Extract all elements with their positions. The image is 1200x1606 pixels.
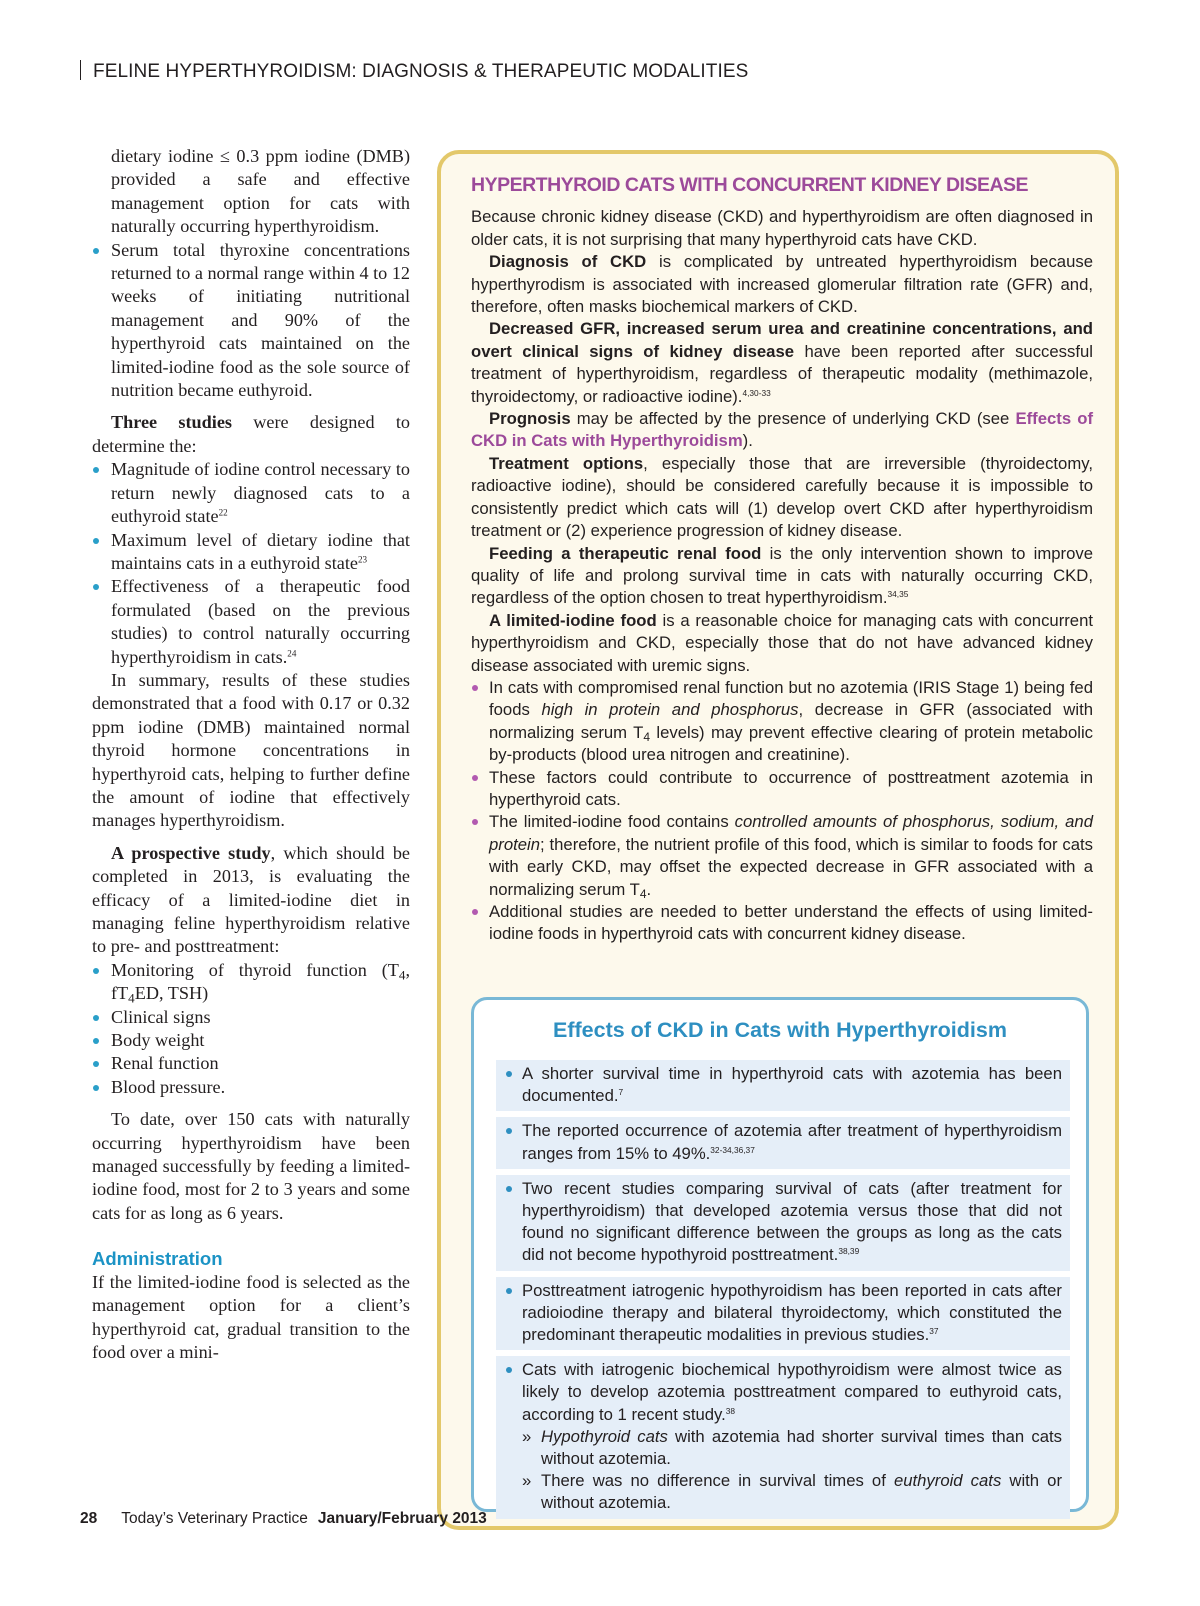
reference-mark: 38,39 xyxy=(838,1246,860,1257)
effects-box-title: Effects of CKD in Cats with Hyperthyroidism xyxy=(553,1018,1007,1042)
limited-iodine-paragraph: A limited-iodine food is a reasonable choice for managing cats with concurrent hyperthyroidism and CKD, especially those that do not have advanced kidney disease associated with uremic signs. xyxy=(471,610,1094,675)
prospective-paragraph: A prospective study, which should be completed in 2013, is evaluating the efficacy of a limited-iodine diet in managing feline hyperthyroidism relative to pre- and posttreatment: xyxy=(92,842,410,957)
list-item: A shorter survival time in hyperthyroid cats with azotemia has been documented.$^7$ xyxy=(496,1060,1070,1111)
running-title: FELINE HYPERTHYROIDISM: DIAGNOSIS & THERAPEUTIC MODALITIES xyxy=(93,61,749,82)
publication-name: Today’s Veterinary Practice xyxy=(121,1510,308,1527)
sub-item: » There was no difference in survival times of euthyroid cats with or without azotemia. xyxy=(522,1470,1062,1514)
list-item: Two recent studies comparing survival of cats (after treatment for hyperthyroidism) that developed azotemia versus those that did not found no significant difference between the groups as long as the cats did not become hypothyroid posttreatment.$^{38,39}$ xyxy=(496,1175,1070,1271)
sidebar-bullet-list xyxy=(471,677,1093,946)
effects-of-ckd-box xyxy=(471,997,1089,1512)
reference-mark: 32-34,36,37 xyxy=(710,1144,755,1155)
to-date-paragraph: To date, over 150 cats with naturally occurring hyperthyroidism have been managed successfully by feeding a limited-iodine food, most for 2 to 3 years and some cats for as long as 6 years. xyxy=(92,1109,410,1223)
monitoring-list xyxy=(92,959,410,1099)
three-studies-paragraph: Three studies were designed to determine the: xyxy=(92,412,411,456)
list-item: Clinical signs xyxy=(92,1006,410,1029)
continued-bullet-text: dietary iodine ≤ 0.3 ppm iodine (DMB) provided a safe and effective management option for cats with naturally occurring hyperthyroidism. xyxy=(111,146,410,237)
page-footer xyxy=(80,1510,487,1528)
decreased-gfr-paragraph: Decreased GFR, increased serum urea and creatinine concentrations, and overt clinical signs of kidney disease have been reported after successful treatment of hyperthyroidism, regardless of therapeutic modality (methimazole, thyroidectomy, or radioactive iodine).$^{4,30-33}$ xyxy=(471,319,1093,406)
kidney-disease-sidebar xyxy=(437,150,1119,1530)
list-item: Blood pressure. xyxy=(92,1076,410,1099)
treatment-paragraph: Treatment options, especially those that are irreversible (thyroidectomy, radioactive iodine), should be considered carefully because it is impossible to consistently predict which cats will (1) develop overt CKD after hyperthyroidism treatment or (2) experience progression of kidney disease. xyxy=(471,453,1093,541)
list-item: Magnitude of iodine control necessary to return newly diagnosed cats to a euthyroid state$^{22}$ xyxy=(92,458,410,528)
list-item: In cats with compromised renal function but no azotemia (IRIS Stage 1) being fed foods high in protein and phosphorus, decrease in GFR (associated with normalizing serum $T_4$ levels) may prevent effective clearing of protein metabolic by-products (blood urea nitrogen and creatinine). xyxy=(471,677,1093,767)
sidebar-title: HYPERTHYROID CATS WITH CONCURRENT KIDNEY DISEASE xyxy=(471,174,1029,196)
prognosis-paragraph: Prognosis may be affected by the presence of underlying CKD (see Effects of CKD in Cats with Hyperthyroidism). xyxy=(471,409,1094,451)
renal-food-paragraph: Feeding a therapeutic renal food is the only intervention shown to improve quality of life and prolong survival time in cats with naturally occurring CKD, regardless of the option chosen to treat hyperthyroidism.$^{34,35}$ xyxy=(471,543,1093,608)
list-item: Cats with iatrogenic biochemical hypothyroidism were almost twice as likely to develop azotemia posttreatment compared to euthyroid cats, according to 1 recent study.$^{38}$ » Hypothyroid cats with azotemia had shorter survival times than cats without azotemia. » There was no difference in survival times of euthyroid cats with or without azotemia. xyxy=(496,1356,1070,1518)
list-item: Effectiveness of a therapeutic food formulated (based on the previous studies) to control naturally occurring hyperthyroidism in cats.$^{24}$ xyxy=(92,575,410,669)
summary-paragraph: In summary, results of these studies demonstrated that a food with 0.17 or 0.32 ppm iodine (DMB) maintained normal thyroid hormone concentrations in hyperthyroid cats, helping to further define the amount of iodine that effectively manages hyperthyroidism. xyxy=(92,669,410,831)
effects-list xyxy=(496,1060,1070,1525)
reference-mark: 23 xyxy=(357,554,368,565)
list-item: Body weight xyxy=(92,1029,410,1052)
list-item: Posttreatment iatrogenic hypothyroidism has been reported in cats after radioiodine therapy and bilateral thyroidectomy, which constituted the predominant therapeutic modalities in previous studies.$^{37}$ xyxy=(496,1277,1070,1351)
reference-mark: 22 xyxy=(218,507,228,518)
list-item: Additional studies are needed to better understand the effects of using limited-iodine foods in hyperthyroid cats with concurrent kidney disease. xyxy=(471,901,1093,946)
issue-date: January/February 2013 xyxy=(317,1510,487,1527)
list-item: The limited-iodine food contains controlled amounts of phosphorus, sodium, and protein; therefore, the nutrient profile of this food, which is similar to foods for cats with early CKD, may offset the expected decrease in GFR associated with a normalizing serum $T_4$. xyxy=(471,811,1093,901)
reference-mark: 4,30-33 xyxy=(742,387,771,398)
list-item: These factors could contribute to occurrence of posttreatment azotemia in hyperthyroid cats. xyxy=(471,767,1093,812)
administration-paragraph: If the limited-iodine food is selected as the management option for a client’s hyperthyroid cat, gradual transition to the food over a mini- xyxy=(92,1271,410,1362)
list-item: Maximum level of dietary iodine that maintains cats in a euthyroid state$^{23}$ xyxy=(92,529,410,576)
header-rule xyxy=(80,60,81,80)
reference-mark: 34,35 xyxy=(887,589,909,600)
list-item: Monitoring of thyroid function ($T_4$, $fT_4ED$, TSH) xyxy=(92,959,410,1006)
page-number: 28 xyxy=(80,1510,98,1527)
sub-item: » Hypothyroid cats with azotemia had shorter survival times than cats without azotemia. xyxy=(522,1426,1062,1470)
effects-box-link[interactable]: Effects of CKD in Cats with Hyperthyroidism xyxy=(471,409,1094,451)
sidebar-content xyxy=(471,174,1093,946)
left-column xyxy=(92,145,410,1364)
list-item: The reported occurrence of azotemia after treatment of hyperthyroidism ranges from 15% to 49%.$^{32-34,36,37}$ xyxy=(496,1117,1070,1168)
diagnosis-paragraph: Diagnosis of CKD is complicated by untreated hyperthyroidism because hyperthyrodism is associated with increased glomerular filtration rate (GFR) and, therefore, often masks biochemical markers of CKD. xyxy=(471,252,1093,317)
reference-mark: 38 xyxy=(725,1405,736,1416)
list-item: Serum total thyroxine concentrations returned to a normal range within 4 to 12 weeks of initiating nutritional management and 90% of the hyperthyroid cats maintained on the limited-iodine food as the sole source of nutrition became euthyroid. xyxy=(92,239,410,403)
administration-heading: Administration xyxy=(92,1248,223,1270)
running-head xyxy=(80,60,748,83)
result-list xyxy=(92,239,410,403)
intro-paragraph: Because chronic kidney disease (CKD) and hyperthyroidism are often diagnosed in older cats, it is not surprising that many hyperthyroid cats have CKD. xyxy=(471,207,1093,249)
reference-mark: 37 xyxy=(929,1326,939,1337)
list-item: Renal function xyxy=(92,1052,410,1075)
reference-mark: 7 xyxy=(618,1087,624,1098)
studies-list xyxy=(92,458,410,669)
reference-mark: 24 xyxy=(287,648,297,659)
